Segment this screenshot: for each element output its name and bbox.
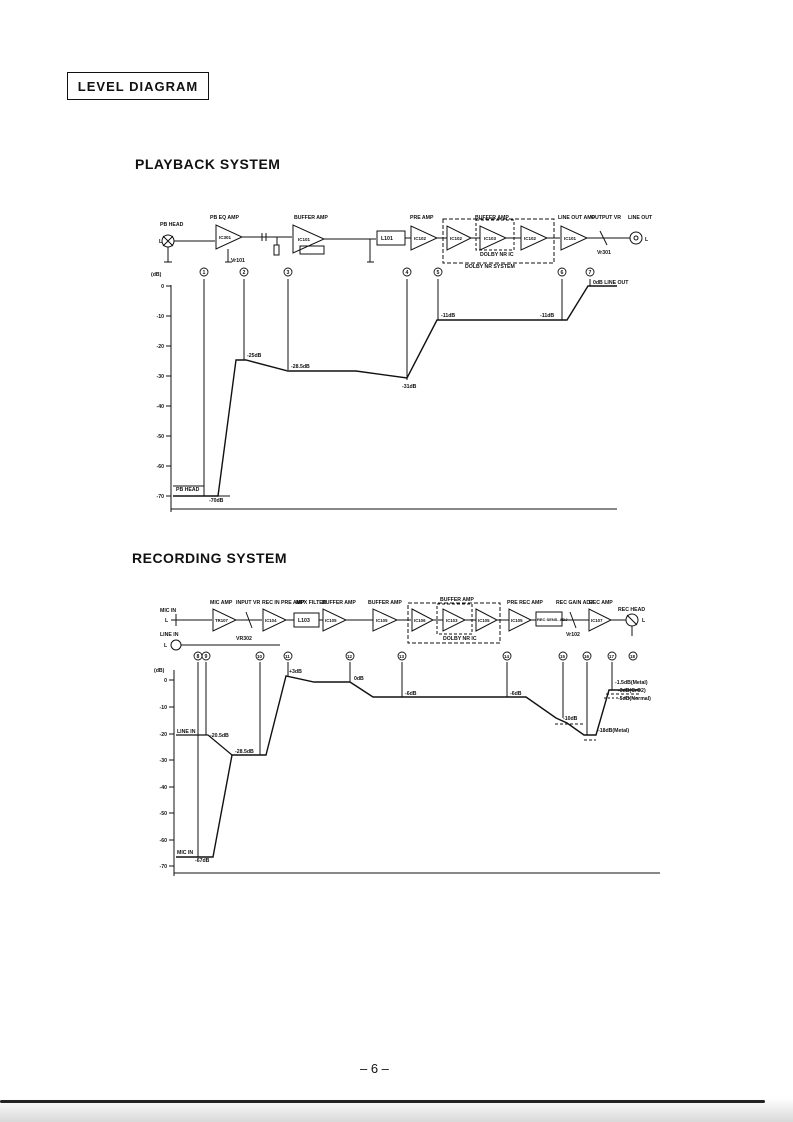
pb-l-channel-out-label: L — [645, 237, 649, 243]
pb-y-tick-40: -40 — [156, 404, 164, 410]
rec-y-tick-30: -30 — [159, 758, 167, 764]
pb-line-out-amp-label: LINE OUT AMP — [558, 215, 595, 221]
rec-in-pre-amp-label: REC IN PRE AMP — [262, 600, 305, 606]
pb-l-channel-label: L — [159, 239, 163, 245]
pb-dolby-ic-label: DOLBY NR IC — [480, 252, 514, 258]
rec-mic-amp-label: MIC AMP — [210, 600, 233, 606]
pb-y-tick-30: -30 — [156, 374, 164, 380]
rec-level-20-5: -20.5dB — [210, 733, 229, 739]
pb-dolby-system-label: DOLBY NR SYSTEM — [465, 264, 515, 270]
rec-ic-buf1-label: IC105 — [325, 618, 337, 623]
rec-level-line-in: LINE IN — [177, 729, 196, 735]
pb-level-11a: -11dB — [441, 313, 456, 319]
rec-head-label: REC HEAD — [618, 607, 646, 613]
pb-tp-1: 1 — [202, 270, 206, 276]
rec-l-mic-label: L — [165, 618, 169, 624]
rec-amp-label: REC AMP — [589, 600, 613, 606]
pb-level-25: -25dB — [247, 353, 262, 359]
pb-y-tick-70: -70 — [156, 494, 164, 500]
rec-ic-mic-label: TR107 — [215, 618, 228, 623]
rec-level-curve — [176, 676, 640, 857]
pb-level-31: -31dB — [402, 384, 417, 390]
rec-ic-dolby1-label: IC106 — [414, 618, 426, 623]
page-title: LEVEL DIAGRAM — [67, 72, 209, 100]
pb-y-tick-50: -50 — [156, 434, 164, 440]
pb-head-cross — [163, 236, 173, 246]
rec-level-5-normal: -5dB(Normal) — [618, 696, 651, 702]
rec-level-3: +3dB — [289, 669, 302, 675]
pb-output-vr-label: OUTPUT VR — [591, 215, 621, 221]
rec-tp-14: 14 — [504, 654, 510, 659]
pb-vr301-label: Vr301 — [597, 250, 611, 256]
rec-y-tick-0: 0 — [164, 678, 167, 684]
rec-y-tick-labels — [160, 678, 168, 870]
pb-line-out-jack — [630, 232, 642, 244]
rec-tp-15: 15 — [560, 654, 566, 659]
rec-test-point-markers — [194, 652, 637, 660]
rec-dolby-ic-label: DOLBY NR IC — [443, 636, 477, 642]
pb-test-point-markers — [200, 268, 594, 276]
rec-level-6b: -6dB — [510, 691, 522, 697]
page-bottom-edge — [0, 1100, 765, 1103]
pb-y-tick-20: -20 — [156, 344, 164, 350]
pb-y-ticks — [166, 286, 171, 496]
pb-y-unit: (dB) — [151, 272, 162, 278]
pb-pre-amp-label: PRE AMP — [410, 215, 434, 221]
pb-ic102-label: IC102 — [414, 236, 427, 241]
pb-ic102b-label: IC102 — [450, 236, 463, 241]
pb-ic101b-label: IC101 — [564, 236, 577, 241]
rec-l103-label: L103 — [298, 618, 310, 624]
rec-buffer-amp-label: BUFFER AMP — [322, 600, 356, 606]
pb-line-out-label: LINE OUT — [628, 215, 653, 221]
rec-y-tick-50: -50 — [159, 811, 167, 817]
pb-level-pb-head: PB HEAD — [176, 487, 200, 493]
pb-tp-3: 3 — [286, 270, 290, 276]
pb-l101-label: L101 — [381, 236, 393, 242]
rec-ic-rec-amp-label: IC107 — [591, 618, 603, 623]
rec-y-tick-20: -20 — [159, 732, 167, 738]
pb-ic301-label: IC301 — [219, 235, 232, 240]
rec-tp-16: 16 — [584, 654, 590, 659]
rec-level-0: 0dB — [354, 676, 364, 682]
recording-section-title: RECORDING SYSTEM — [132, 550, 288, 566]
rec-y-tick-60: -60 — [159, 838, 167, 844]
pb-level-0: 0dB LINE OUT — [593, 280, 629, 286]
rec-tp-8: 8 — [196, 654, 200, 660]
pb-y-tick-60: -60 — [156, 464, 164, 470]
rec-sens-adj-label: REC SENS. ADJ — [537, 617, 568, 622]
rec-tp-11: 11 — [285, 654, 290, 659]
rec-l-line-label: L — [164, 643, 168, 649]
rec-mic-in-label: MIC IN — [160, 608, 177, 614]
pb-dolby-ic-box — [476, 220, 514, 250]
rec-vr102-label: Vr102 — [566, 632, 580, 638]
pb-ic102c-label: IC102 — [524, 236, 537, 241]
rec-level-3-cro2: -3dB(CrO2) — [618, 688, 646, 694]
rec-tp-12: 12 — [347, 654, 353, 659]
rec-mpx-filter-label: MPX FILTER — [296, 600, 327, 606]
pb-level-11b: -11dB — [540, 313, 555, 319]
pb-buffer-amp-label: BUFFER AMP — [294, 215, 328, 221]
recording-schematic — [171, 603, 638, 650]
pb-ic101-label: IC101 — [298, 237, 311, 242]
rec-tp-13: 13 — [399, 654, 405, 659]
pb-y-tick-10: -10 — [156, 314, 164, 320]
rec-vr302-label: VR302 — [236, 636, 252, 642]
pb-level-28-5: -28.5dB — [291, 364, 310, 370]
pb-head-label: PB HEAD — [160, 222, 184, 228]
pb-ic103-label: IC103 — [484, 236, 497, 241]
rec-tp-10: 10 — [257, 654, 263, 659]
rec-ic-dolby2-label: IC103 — [446, 618, 458, 623]
rec-level-67: -67dB — [195, 858, 210, 864]
rec-level-1-5: -1.5dB(Metal) — [615, 680, 648, 686]
rec-ic-dolby3-label: IC105 — [478, 618, 490, 623]
rec-ic-rec-in-label: IC104 — [265, 618, 277, 623]
pb-buffer-amp2-label: BUFFER AMP — [475, 215, 509, 221]
pb-tp-4: 4 — [405, 270, 409, 276]
rec-line-in-jack — [171, 640, 181, 650]
rec-level-10: -10dB — [563, 716, 578, 722]
rec-ic-buf2-label: IC105 — [376, 618, 388, 623]
rec-tp-9: 9 — [204, 654, 208, 660]
pb-eq-amp-label: PB EQ AMP — [210, 215, 239, 221]
pb-tp-7: 7 — [588, 270, 592, 276]
rec-buffer-amp2-label: BUFFER AMP — [368, 600, 402, 606]
pb-resistor — [274, 245, 279, 255]
rec-tp-18: 18 — [630, 654, 636, 659]
rec-level-18: -18dB(Metal) — [598, 728, 630, 734]
rec-y-ticks — [169, 680, 174, 866]
rec-ic-pre-rec-label: IC105 — [511, 618, 523, 623]
rec-y-tick-10: -10 — [159, 705, 167, 711]
rec-y-unit: (dB) — [154, 668, 165, 674]
pb-y-tick-labels — [157, 284, 165, 500]
pb-test-point-lines — [204, 279, 590, 496]
pb-tp-2: 2 — [242, 270, 246, 276]
rec-gain-adj-label: REC GAIN ADJ — [556, 600, 593, 606]
rec-buffer-amp3-label: BUFFER AMP — [440, 597, 474, 603]
playback-section-title: PLAYBACK SYSTEM — [135, 156, 281, 172]
rec-line-in-label: LINE IN — [160, 632, 179, 638]
pb-level-70: -70dB — [209, 498, 224, 504]
pb-tp-6: 6 — [560, 270, 564, 276]
rec-y-tick-70: -70 — [159, 864, 167, 870]
rec-pre-rec-amp-label: PRE REC AMP — [507, 600, 543, 606]
rec-level-mic-in: MIC IN — [177, 850, 194, 856]
playback-schematic — [162, 219, 642, 263]
rec-level-6a: -6dB — [405, 691, 417, 697]
page-number: – 6 – — [360, 1061, 389, 1076]
pb-tp-5: 5 — [436, 270, 440, 276]
rec-tp-17: 17 — [609, 654, 615, 659]
rec-l-head-label: L — [642, 618, 646, 624]
pb-vr101-label: Vr101 — [231, 258, 245, 264]
rec-level-28-5: -28.5dB — [235, 749, 254, 755]
rec-y-tick-40: -40 — [159, 785, 167, 791]
pb-y-tick-0: 0 — [161, 284, 164, 290]
rec-input-vr-label: INPUT VR — [236, 600, 261, 606]
